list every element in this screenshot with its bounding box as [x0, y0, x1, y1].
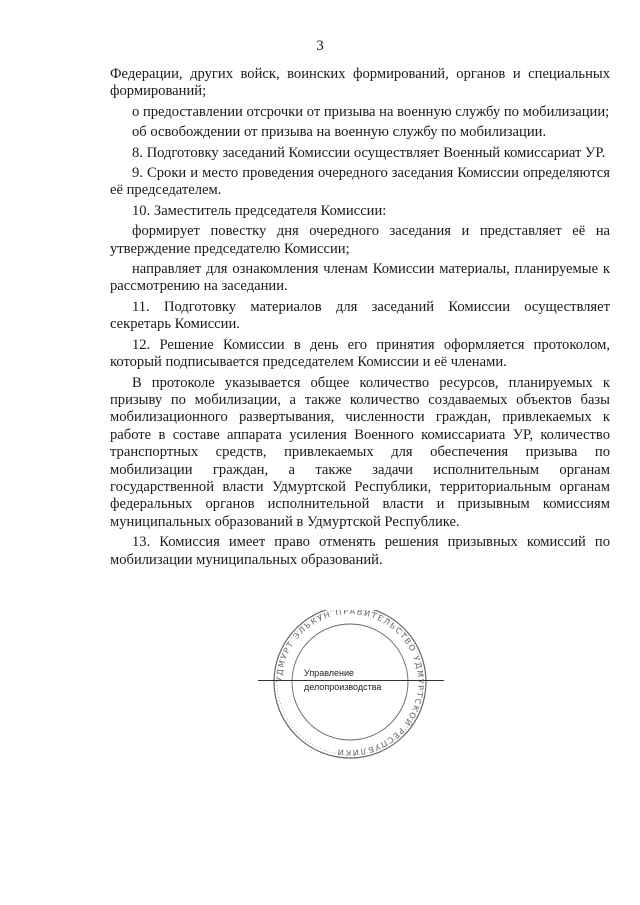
signature-line	[258, 680, 444, 681]
paragraph: 8. Подготовку заседаний Комиссии осуществляет Военный комиссариат УР.	[132, 144, 606, 161]
paragraph: направляет для ознакомления членам Комиссии материалы, планируемые к рассмотрению на заседании.	[110, 261, 610, 295]
paragraph: 12. Решение Комиссии в день его принятия оформляется протоколом, который подписывается председателем Комиссии и её членами.	[110, 336, 610, 371]
paragraph: о предоставлении отсрочки от призыва на военную службу по мобилизации;	[132, 103, 610, 120]
document-body	[110, 66, 610, 572]
page-number: 3	[316, 38, 324, 54]
paragraph: Федерации, других войск, воинских формирований, органов и специальных формирований;	[110, 66, 610, 100]
stamp-label-line2: делопроизводства	[304, 682, 382, 692]
paragraph: 9. Сроки и место проведения очередного заседания Комиссии определяются её председателем.	[110, 165, 610, 199]
svg-text:УДМУРТ ЭЛЬКУН ПРАВИТЕЛЬСТВО УД: УДМУРТ ЭЛЬКУН ПРАВИТЕЛЬСТВО УДМУРТСКОЙ РЕСПУБЛИКИ	[274, 610, 426, 758]
paragraph: 10. Заместитель председателя Комиссии:	[132, 202, 387, 219]
stamp-label-line1: Управление	[304, 668, 355, 678]
paragraph: 11. Подготовку материалов для заседаний Комиссии осуществляет секретарь Комиссии.	[110, 298, 610, 333]
paragraph: об освобождении от призыва на военную службу по мобилизации.	[132, 124, 547, 141]
paragraph: В протоколе указывается общее количество ресурсов, планируемых к призыву по мобилизации, а также количество создаваемых объектов базы мобилизационного развертывания, численности граждан, привлекаемых к работе в составе аппарата усиления Военного комиссариата УР, количество транспортных средств, привлекаемых для обеспечения призыва по мобилизации граждан, а также задачи исполнительным органам государственной власти Удмуртской Республики, территориальным органам федеральных органов исполнительной власти и призывным комиссиям муниципальных образований в Удмуртской Республике.	[110, 374, 610, 530]
paragraph: 13. Комиссия имеет право отменять решения призывных комиссий по мобилизации муниципальных образований.	[110, 534, 610, 568]
paragraph: формирует повестку дня очередного заседания и представляет её на утверждение председателю Комиссии;	[110, 223, 610, 257]
